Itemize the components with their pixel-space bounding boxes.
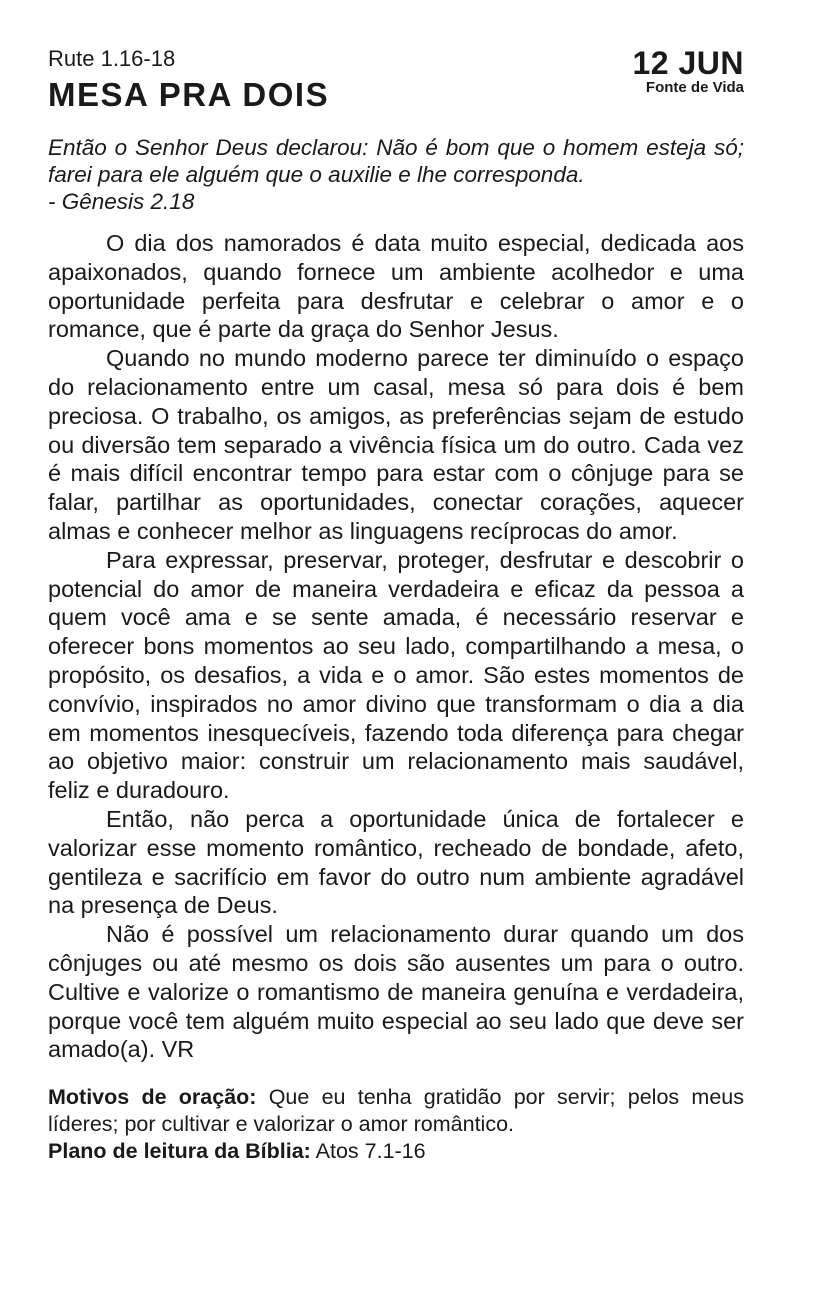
body-text (48, 229, 744, 1064)
page-header (48, 46, 744, 134)
prayer-label: Motivos de oração: (48, 1085, 257, 1110)
epigraph-quote: Então o Senhor Deus declarou: Não é bom que o homem esteja só; farei para ele alguém que o auxilie e lhe corresponda. (48, 135, 744, 187)
epigraph-reference: - Gênesis 2.18 (48, 189, 195, 214)
prayer-line (48, 1084, 744, 1138)
page-title: MESA PRA DOIS (48, 76, 330, 113)
body-paragraph: Então, não perca a oportunidade única de fortalecer e valorizar esse momento romântico, recheado de bondade, afeto, gentileza e sacrifício em favor do outro num ambiente agradável na presença de Deus. (48, 805, 744, 919)
date-label: 12 JUN (632, 45, 744, 81)
scripture-reference: Rute 1.16-18 (48, 46, 176, 71)
reading-plan-line (48, 1138, 744, 1165)
body-paragraph: O dia dos namorados é data muito especial, dedicada aos apaixonados, quando fornece um ambiente acolhedor e uma oportunidade perfeita para desfrutar e celebrar o amor e o romance, que é parte da graça do Senhor Jesus. (48, 230, 744, 343)
reading-plan-text: Atos 7.1-16 (315, 1139, 426, 1164)
body-paragraph: Para expressar, preservar, proteger, desfrutar e descobrir o potencial do amor de maneira verdadeira e eficaz da pessoa a quem você ama e se sente amada, é necessário reservar e oferecer bons momentos ao seu lado, compartilhando a mesa, o propósito, os desafios, a vida e o amor. São estes momentos de convívio, inspirados no amor divino que transformam o dia a dia em momentos inesquecíveis, fazendo toda diferença para chegar ao objetivo maior: construir um relacionamento mais saudável, feliz e duradouro. (48, 546, 744, 804)
devotional-page (48, 46, 744, 1165)
prayer-text: Que eu tenha gratidão por servir; pelos meus líderes; por cultivar e valorizar o amor romântico. (48, 1085, 744, 1137)
page-footer (48, 1084, 744, 1165)
body-paragraph: Não é possível um relacionamento durar quando um dos cônjuges ou até mesmo os dois são ausentes um para o outro. Cultive e valorize o romantismo de maneira genuína e verdadeira, porque você tem alguém muito especial ao seu lado que deve ser amado(a). VR (48, 921, 744, 1063)
body-paragraph: Quando no mundo moderno parece ter diminuído o espaço do relacionamento entre um casal, mesa só para dois é bem preciosa. O trabalho, os amigos, as preferências sejam de estudo ou diversão tem separado a vivência física um do outro. Cada vez é mais difícil encontrar tempo para estar com o cônjuge para se falar, partilhar as oportunidades, conectar corações, aquecer almas e conhecer melhor as linguagens recíprocas do amor. (48, 345, 744, 544)
reading-plan-label: Plano de leitura da Bíblia: (48, 1139, 311, 1164)
source-label: Fonte de Vida (645, 79, 744, 96)
